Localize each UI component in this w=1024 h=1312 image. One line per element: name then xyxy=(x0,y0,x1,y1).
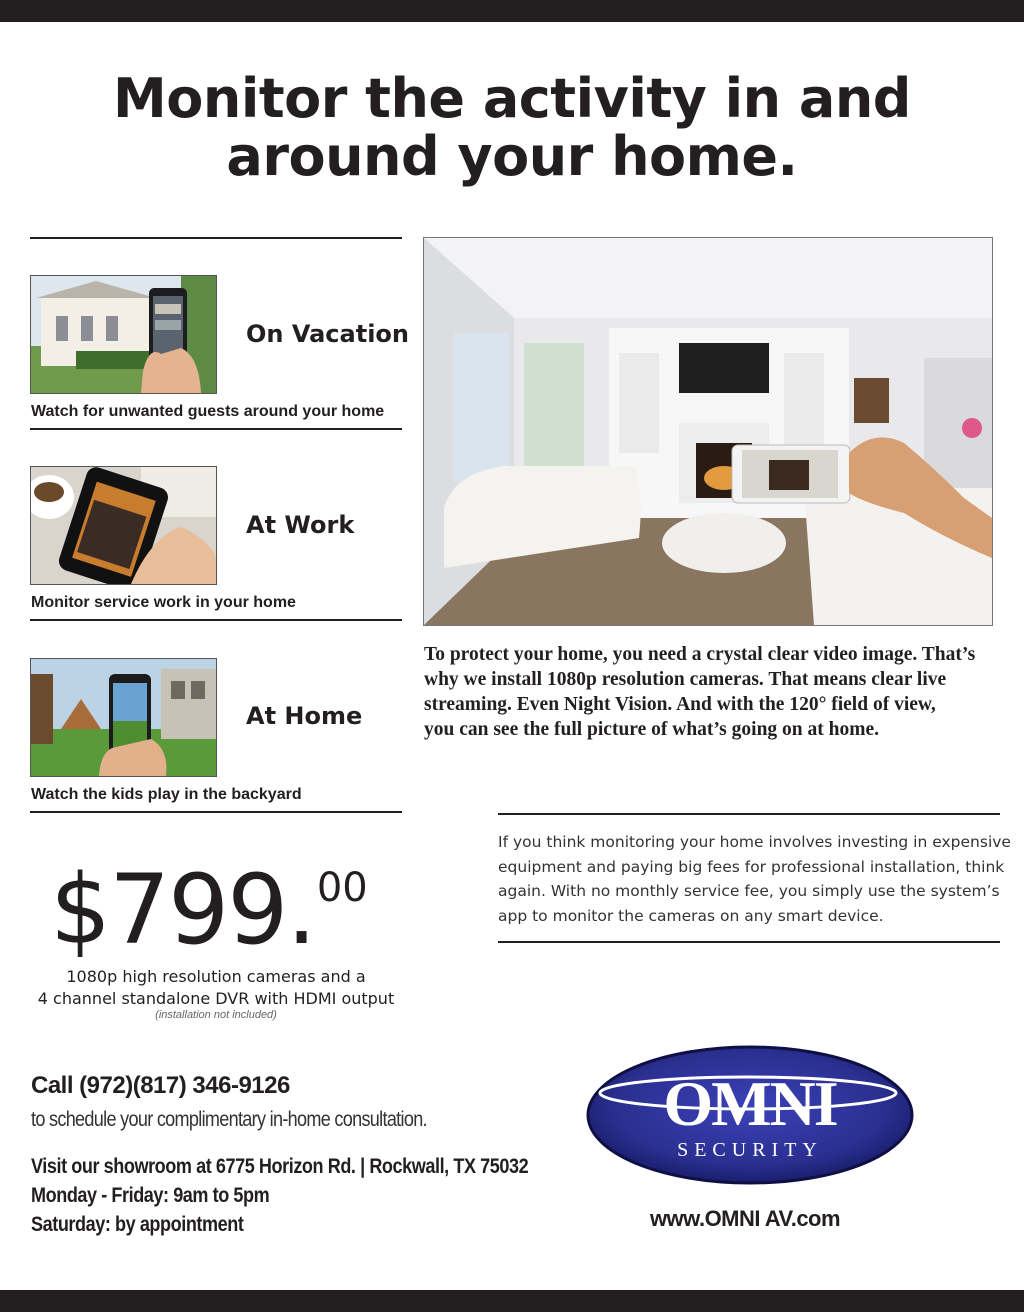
installation-note: (installation not included) xyxy=(155,1009,277,1021)
paragraph-line: equipment and paying big fees for professional installation, think xyxy=(498,857,1005,876)
price-description-line: 4 channel standalone DVR with HDMI output xyxy=(37,989,395,1008)
saturday-hours: Saturday: by appointment xyxy=(31,1213,244,1236)
logo-wordmark: OMNI xyxy=(663,1068,837,1139)
vacation-photo xyxy=(30,275,217,394)
divider-line xyxy=(30,237,402,239)
paragraph-line: why we install 1080p resolution cameras. That means clear live xyxy=(424,669,947,690)
divider-line xyxy=(30,619,402,621)
divider-line xyxy=(498,813,1000,815)
paragraph-line: If you think monitoring your home involves investing in expensive xyxy=(498,833,1011,851)
divider-line xyxy=(30,428,402,430)
home-backyard-photo xyxy=(30,658,217,777)
headline-line-1: Monitor the activity in and xyxy=(113,67,911,130)
logo-subtitle: SECURITY xyxy=(677,1139,823,1161)
feature-caption-work: Monitor service work in your home xyxy=(31,594,296,611)
price-cents: 00 xyxy=(316,865,368,911)
headline-line-2: around your home. xyxy=(226,125,798,188)
divider-line xyxy=(30,811,402,813)
monitoring-paragraph xyxy=(498,830,1011,928)
price-description xyxy=(30,966,402,1010)
top-border-bar xyxy=(0,0,1024,22)
paragraph-line: streaming. Even Night Vision. And with the 120° field of view, xyxy=(424,694,936,715)
showroom-address: Visit our showroom at 6775 Horizon Rd. | Rockwall, TX 75032 xyxy=(31,1155,529,1178)
feature-caption-home: Watch the kids play in the backyard xyxy=(31,786,302,803)
feature-title-vacation: On Vacation xyxy=(246,320,409,348)
price-description-line: 1080p high resolution cameras and a xyxy=(66,967,366,986)
paragraph-line: app to monitor the cameras on any smart device. xyxy=(498,906,884,925)
website-link[interactable]: www.OMNI AV.com xyxy=(649,1206,841,1231)
bottom-border-bar xyxy=(0,1290,1024,1312)
showroom-info xyxy=(31,1152,528,1239)
price-main: $799. xyxy=(50,854,315,966)
headline xyxy=(0,67,1024,188)
weekday-hours: Monday - Friday: 9am to 5pm xyxy=(31,1184,270,1207)
consultation-text: to schedule your complimentary in-home consultation. xyxy=(31,1108,427,1131)
feature-title-work: At Work xyxy=(246,511,355,539)
feature-caption-vacation: Watch for unwanted guests around your home xyxy=(31,403,385,420)
paragraph-line: you can see the full picture of what’s going on at home. xyxy=(424,719,879,740)
phone-number[interactable]: Call (972)(817) 346-9126 xyxy=(31,1072,290,1099)
omni-security-logo xyxy=(570,1023,930,1203)
price xyxy=(50,855,368,965)
paragraph-line: again. With no monthly service fee, you simply use the system’s xyxy=(498,882,1000,900)
camera-resolution-paragraph xyxy=(424,642,1004,742)
feature-title-home: At Home xyxy=(246,702,363,730)
divider-line xyxy=(498,941,1000,943)
work-photo xyxy=(30,466,217,585)
paragraph-line: To protect your home, you need a crystal clear video image. That’s xyxy=(424,644,976,665)
living-room-photo xyxy=(423,237,993,626)
